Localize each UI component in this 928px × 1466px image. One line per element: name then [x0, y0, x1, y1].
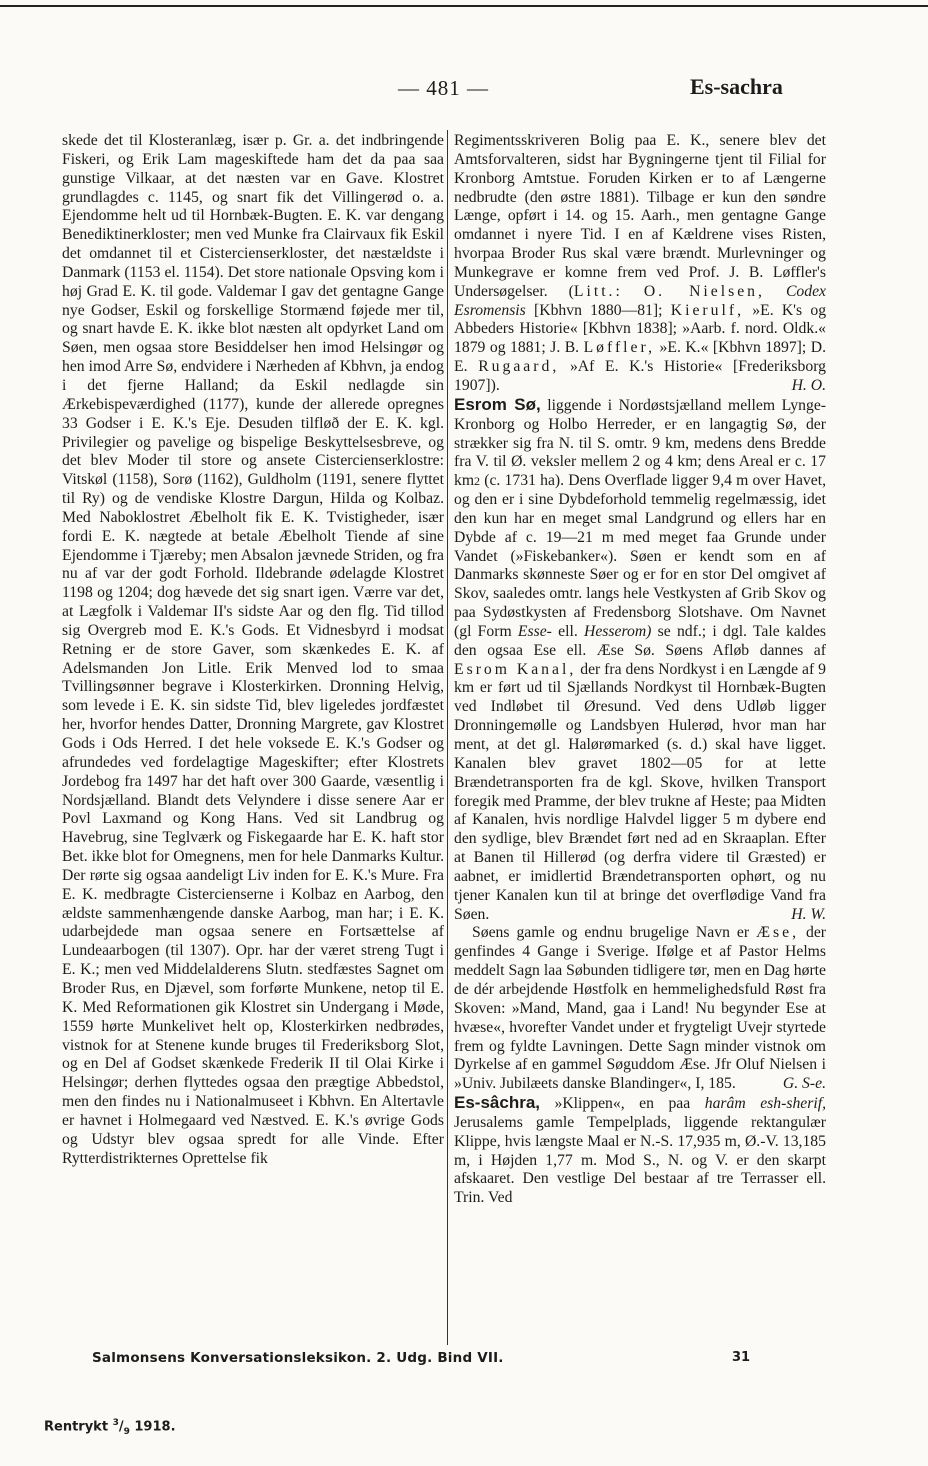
ref-3: »E. K.« [Kbhvn 1897]; D. E.	[454, 339, 826, 376]
reprint-prefix: Rentrykt	[44, 1419, 109, 1435]
es-text-b: Jerusalems gamle Tempelplads, liggende rektangulær Klippe, hvis længste Maal er N.-S. 17,935 m, Ø.-V. 13,185 m, i Højden 1,77 m. Mod S., N. og V. er den skarpt afskaaret. Den vestlige Del bestaar af tre Terrasser ell. Trin. Ved	[454, 1113, 826, 1207]
esrom-text-e: der fra dens Nordkyst i en Længde af 9 km er ført ud til Sjællands Nordkyst til Hornbæk-Bugten ved Indløbet til Øresund. Ved dens Udløb ligger Dronningemølle og Landsbyen Hulerød, hvor man har ment, at det gl. Halørømarked (s. d.) skal have ligget. Kanalen blev gravet 1802—05 for at lette Brændetransporten fra de kgl. Skove, hvilken Transport foregik med Pramme, der blev trukne af Heste; paa Midten af Kanalen, hvis nordlige Halvdel ligger 5 m dybere end den sydlige, blev Brændet ført ned ad en Skraaplan. Efter at Banen til Hillerød (og derfra videre til Græsted) er aabnet, er imidlertid Brændetransporten ophørt, og nu tjener Kanalen kun til at bringe det overflødige Vand fra Søen.	[454, 660, 827, 923]
continuation-text: Regimentsskriveren Bolig paa E. K., senere blev det Amtsforvalteren, sidst har Bygningerne tjent til Filial for Kronborg Amtstue. Foruden Kirken er to af Længerne nedbrudte (den østre 1881). Tilbage er kun den søndre Længe, opført i 14. og 15. Aarh., men gentagne Gange omdannet i nyere Tid. I en af Kældrene vises Risten, hvorpaa Broder Rus skal være brændt. Murlevninger og Munkegrave er komne frem ved Prof. J. B. Løffler's Undersøgelser. (	[454, 132, 826, 300]
names-text-a: Søens gamle og endnu brugelige Navn er	[472, 924, 750, 942]
author-nielsen: O. Nielsen,	[643, 282, 765, 300]
headword-es-sachra: Es-sâchra,	[454, 1093, 540, 1113]
reprint-month: 9	[123, 1426, 130, 1437]
author-loffler: Løffler,	[583, 339, 656, 357]
esrom-text-d: se ndf.; i dgl. Tale kaldes den ogsaa Ese ell. Æse Sø. Søens Afløb dannes af	[454, 622, 827, 659]
reprint-day: 3	[112, 1418, 119, 1428]
left-column	[62, 132, 444, 1168]
left-column-text: skede det til Klosteranlæg, især p. Gr. a. det indbringende Fiskeri, og Erik Lam mageskiftede ham det da paa saa gunstige Vilkaar, at det næsten var en Gave. Klostret grundlagdes c. 1145, og snart fik det Villingerød o. a. Ejendomme helt ud til Hornbæk-Bugten. E. K. var dengang Benediktinerkloster; men ved Munke fra Clairvaux fik Eskil det omdannet til et Cistercienserkloster, det næstældste i Danmark (1153 el. 1154). Det store nationale Opsving kom i høj Grad E. K. til gode. Valdemar I gav det gentagne Gange nye Godser, Eskil og forskellige Stormænd føjede mer til, og snart havde E. K. ikke blot næsten alt opdyrket Land om Søen, men ogsaa store Besiddelser hen imod Helsingør og hen imod Arre Sø, endvidere i Nærheden af Kbhvn, ja endog i det fjerne Halland; da Eskil nedlagde sin Ærkebispeværdighed (1177), kunde der allerede opregnes 33 Godser i E. K.'s Eje. Desuden tilfløð der E. K. kgl. Privilegier og pavelige og bispelige Beskyttelsesbreve, og det blev Moder til store og ansete Cistercienserklostre: Vitskøl (1158), Sorø (1162), Guldholm (1191, senere flyttet til Ry) og de vendiske Klostre Dargun, Hilda og Kolbaz. Med Naboklostret Æbelholt fik E. K. Tvistigheder, især fordi E. K. nægtede at betale Æbelholt Tiende af sine Ejendomme i Tjæreby; men Absalon jævnede Striden, og fra nu af var der godt Forhold. Ildebrande ødelagde Klostret 1198 og 1204; dog hævede det sig snart igen. Værre var det, at Lægfolk i Valdemar II's sidste Aar og den flg. Tid tillod sig Overgreb mod E. K.'s Gods. Et Vidnesbyrd i modsat Retning er de store Gaver, som skænkedes E. K. af Adelsmanden Jon Litle. Erik Menved lod to smaa Tvillingsønner begrave i Klosterkirken. Dronning Helvig, som levede i E. K. sin sidste Tid, blev ligeledes jordfæstet her, hvorfor hendes Datter, Dronning Margrete, gav Klostret Gods i Ods Herred. I det hele voksede E. K.'s Godser og afrundedes ved fordelagtige Mageskifter; efter Klostrets Jordebog fra 1497 har det haft over 300 Gaarde, væsentlig i Nordsjælland. Blandt dets Velyndere i disse senere Aar er Povl Laxmand og Kong Hans. Ved sit Landbrug og Havebrug, sine Teglværk og Fiskegaarde har E. K. haft stor Bet. ikke blot for Omegnens, men for hele Danmarks Kultur. Der rørte sig ogsaa aandeligt Liv inden for E. K.'s Mure. Fra E. K. medbragte Cistercienserne i Kolbaz en Aarbog, den ældste sammenhængende danske Aarbog, man har; i E. K. udarbejdede man ogsaa senere en Fortsættelse af Lundeaarbogen (til 1307). Opr. har der været streng Tugt i E. K.; men ved Middelalderens Slutn. stedfæstes Sagnet om Broder Rus, en Djævel, som forførte Munkene, netop til E. K. Med Reformationen gik Klostret sin Undergang i Møde, 1559 hørte Munkelivet helt op, Klosterkirken nedbrødes, vistnok for at Stenene kunde bruges til Frederiksborg Slot, og en Del af Godset skænkede Frederik II til Olai Kirke i Helsingør; derhen flyttedes ogsaa den prægtige Abbedstol, men den findes nu i Nationalmuseet i Kbhvn. En Altertavle er havnet i Holmegaard ved Næstved. E. K.'s øvrige Gods og Udstyr blev ogsaa spredt for alle Vinde. Efter Rytterdistrikternes Oprettelse fik	[62, 132, 444, 1167]
author-kierulf: Kierulf,	[670, 301, 745, 319]
signature-hw: H. W.	[791, 905, 826, 923]
signature-number: 31	[732, 1350, 751, 1365]
ref-1: [Kbhvn 1880—81];	[534, 301, 663, 319]
names-text-b: der genfindes 4 Gange i Sverige. Ifølge et af Pastor Helms meddelt Sagn laa Søbunden tidligere tør, men en Dag hørte de dér arbejdende Høstfolk en hemmelighedsfuld Røst fra Skoven: »Mand, Mand, gaa i Land! Nu begynder Ese at hvæse«, hvorefter Vandet under et frygteligt Uvejr styrtede frem og fyldte Lavningen. Dette Sagn minder vistnok om Dyrkelse af en gammel Søguddom Æse. Jfr Oluf Nielsen i »Univ. Jubilæets danske Blandinger«, I, 185.	[454, 924, 827, 1093]
esrom-text-c: ell.	[558, 622, 578, 640]
term-haram: harâm esh-sherif,	[704, 1095, 826, 1113]
signature-gse: G. S-e.	[782, 1075, 826, 1093]
superscript-2: 2	[474, 474, 481, 489]
form-esse: Esse-	[517, 622, 552, 640]
form-hesserom: Hesserom)	[584, 622, 652, 640]
right-column	[454, 132, 826, 1208]
term-ase: Æse,	[756, 924, 800, 942]
es-sachra-entry	[454, 1094, 826, 1208]
ref-2: »E. K's og Abbeders Historie« [Kbhvn 1838]; »Aarb. f. nord. Oldk.« 1879 og 1881; J. B.	[454, 301, 827, 357]
esrom-kloster-continuation	[454, 132, 826, 396]
running-head: Es-sachra	[690, 74, 783, 99]
headword-esrom-so: Esrom Sø,	[454, 394, 541, 414]
esrom-names-paragraph	[454, 924, 826, 1094]
top-rule	[0, 5, 928, 7]
page-number: — 481 —	[398, 76, 489, 100]
reprint-year: 1918.	[134, 1419, 176, 1435]
litt-label: Litt.:	[573, 282, 623, 300]
signature-ho: H. O.	[791, 376, 826, 394]
ref-4: »Af E. K.'s Historie« [Frederiksborg 1907]).	[454, 358, 827, 394]
author-rugaard: Rugaard,	[478, 358, 560, 376]
title-codex: Codex Esromensis	[454, 282, 827, 319]
column-divider	[447, 130, 448, 1345]
es-text-a: »Klippen«, en paa	[554, 1095, 691, 1113]
term-esrom-kanal: Esrom Kanal,	[454, 660, 577, 678]
esrom-text-b: (c. 1731 ha). Dens Overflade ligger 9,4 m over Havet, og den er i sine Dybdeforhold temmelig regelmæssig, idet den kun har en meget smal Landgrund og ellers har en Dybde af c. 19—21 m med meget faa Grunde under Vandet (»Fiskebanker«). Søen er kendt som en af Danmarks skønneste Søer og er for en stor Del omgivet af Skov, saaledes omtr. langs hele Vestkysten af Grib Skov og paa Sydøstkysten af Fredensborg Slotshave. Om Navnet (gl Form	[454, 472, 826, 640]
reprint-note: Rentrykt $^3/_9$ 1918.	[44, 1418, 176, 1437]
publication-footer: Salmonsens Konversationsleksikon. 2. Udg. Bind VII.	[92, 1350, 504, 1366]
esrom-text-a: liggende i Nordøstsjælland mellem Lynge-Kronborg og Holbo Herreder, er en langagtig Sø, der strækker sig fra N. til S. omtr. 9 km, medens dens Bredde fra V. til Ø. veksler mellem 2 og 4 km; dens Areal er c. 17 km	[454, 396, 827, 490]
esrom-so-entry	[454, 396, 826, 925]
